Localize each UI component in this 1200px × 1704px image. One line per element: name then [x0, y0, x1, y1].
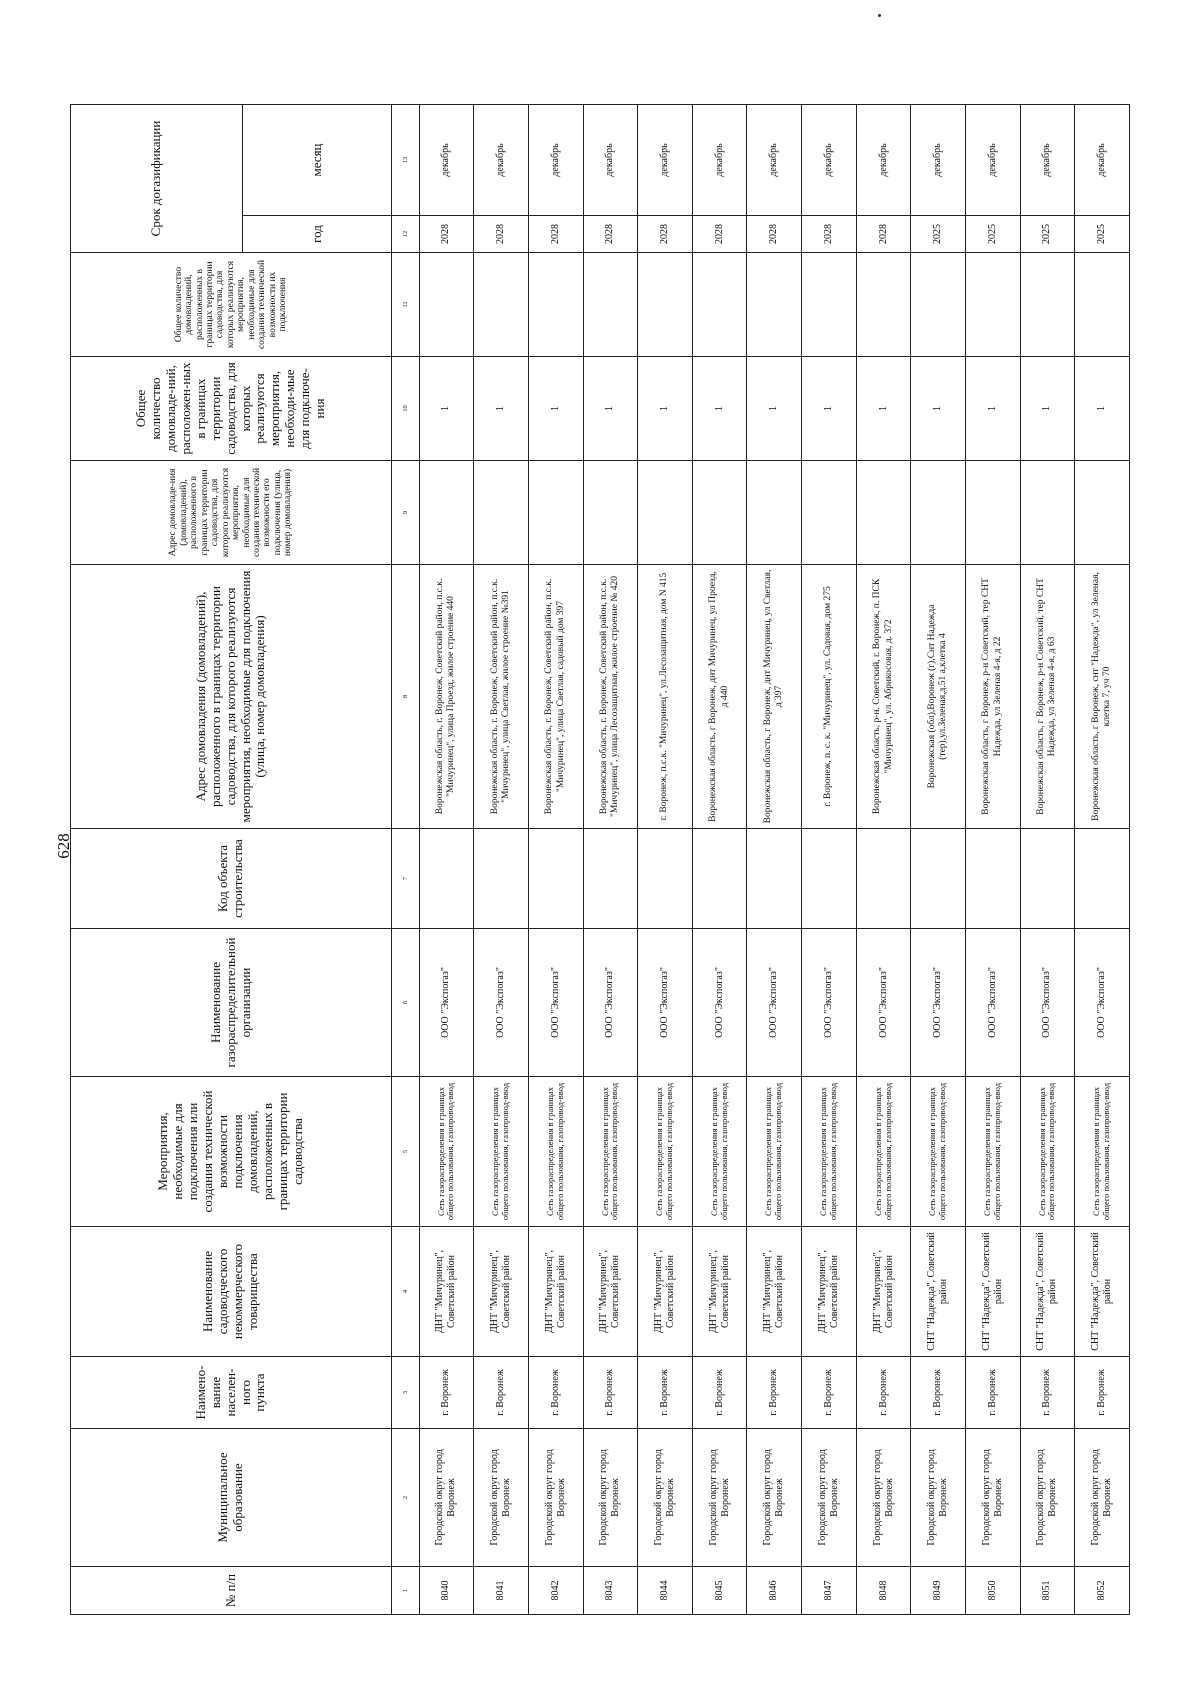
table-row: [638, 105, 693, 1615]
municipality-cell: Городской округ город Воронеж: [528, 1429, 583, 1567]
code-cell: [583, 829, 638, 929]
address-cell: Воронежская область, г Воронеж, днт Мичуринец, ул Проезд, д 440: [692, 565, 747, 829]
address-tech-cell: [583, 461, 638, 565]
municipality-cell: Городской округ город Воронеж: [747, 1429, 802, 1567]
count-tech-cell: [419, 253, 474, 357]
settlement-cell: г. Воронеж: [911, 1357, 966, 1429]
code-cell: [474, 829, 529, 929]
measure-cell: Сеть газораспределения в границах общего пользования, газопровод-ввод: [692, 1077, 747, 1227]
table-row: [747, 105, 802, 1615]
count-tech-cell: [638, 253, 693, 357]
address-cell: Воронежская область, р-н. Советский, г. Воронеж, п. ПСК "Мичуринец", ул. Абрикосовая, д. 372: [856, 565, 911, 829]
address-tech-cell: [638, 461, 693, 565]
scan-speck: [878, 14, 881, 17]
header-code: Код объекта строительства: [71, 829, 392, 929]
settlement-cell: г. Воронеж: [692, 1357, 747, 1429]
year-cell: 2028: [856, 216, 911, 253]
year-cell: 2028: [419, 216, 474, 253]
address-tech-cell: [528, 461, 583, 565]
column-number: 9: [392, 461, 419, 565]
gdo-cell: ООО "Экспогаз": [747, 929, 802, 1077]
municipality-cell: Городской округ город Воронеж: [692, 1429, 747, 1567]
address-tech-cell: [1075, 461, 1130, 565]
row-number: 8044: [638, 1567, 693, 1615]
gdo-cell: ООО "Экспогаз": [1020, 929, 1075, 1077]
row-number: 8051: [1020, 1567, 1075, 1615]
year-cell: 2028: [747, 216, 802, 253]
column-number: 10: [392, 357, 419, 461]
year-cell: 2025: [1075, 216, 1130, 253]
count-tech-cell: [583, 253, 638, 357]
header-month: месяц: [243, 105, 392, 216]
settlement-cell: г. Воронеж: [747, 1357, 802, 1429]
page-number: 628: [54, 833, 73, 859]
row-number: 8046: [747, 1567, 802, 1615]
address-cell: г. Воронеж, п. с. к. "Мичуринец", ул. Садовая, дом 275: [802, 565, 857, 829]
measure-cell: Сеть газораспределения в границах общего пользования, газопровод-ввод: [856, 1077, 911, 1227]
address-tech-cell: [856, 461, 911, 565]
header-deadline: Срок догазификации: [71, 105, 243, 253]
partnership-cell: СНТ "Надежда", Советский район: [966, 1227, 1021, 1357]
gdo-cell: ООО "Экспогаз": [802, 929, 857, 1077]
month-cell: декабрь: [474, 105, 529, 216]
count-cell: 1: [583, 357, 638, 461]
partnership-cell: ДНТ "Мичуринец", Советский район: [802, 1227, 857, 1357]
count-cell: 1: [966, 357, 1021, 461]
year-cell: 2025: [1020, 216, 1075, 253]
year-cell: 2025: [911, 216, 966, 253]
count-tech-cell: [1075, 253, 1130, 357]
address-cell: Воронежская (обл),Воронеж (г),Снт Надежда (тер),ул.Зеленая,д.51 а,клетка 4: [911, 565, 966, 829]
gdo-cell: ООО "Экспогаз": [638, 929, 693, 1077]
municipality-cell: Городской округ город Воронеж: [419, 1429, 474, 1567]
code-cell: [747, 829, 802, 929]
address-cell: Воронежская область, г Воронеж, днт Мичуринец, ул Светлая, д 397: [747, 565, 802, 829]
row-number: 8050: [966, 1567, 1021, 1615]
header-partnership: Наименование садоводческого некоммерческого товарищества: [71, 1227, 392, 1357]
count-tech-cell: [911, 253, 966, 357]
settlement-cell: г. Воронеж: [528, 1357, 583, 1429]
month-cell: декабрь: [419, 105, 474, 216]
table-row: [1020, 105, 1075, 1615]
settlement-cell: г. Воронеж: [1075, 1357, 1130, 1429]
gdo-cell: ООО "Экспогаз": [856, 929, 911, 1077]
measure-cell: Сеть газораспределения в границах общего пользования, газопровод-ввод: [419, 1077, 474, 1227]
header-row-1: [71, 105, 243, 1615]
municipality-cell: Городской округ город Воронеж: [802, 1429, 857, 1567]
code-cell: [638, 829, 693, 929]
code-cell: [419, 829, 474, 929]
header-measures: Мероприятия, необходимые для подключения или создания технической возможности подключения домовладений, расположенных в границах территории садоводства: [71, 1077, 392, 1227]
row-number: 8043: [583, 1567, 638, 1615]
header-num: № п/п: [71, 1567, 392, 1615]
code-cell: [1075, 829, 1130, 929]
partnership-cell: ДНТ "Мичуринец", Советский район: [583, 1227, 638, 1357]
settlement-cell: г. Воронеж: [856, 1357, 911, 1429]
count-cell: 1: [1075, 357, 1130, 461]
row-number: 8049: [911, 1567, 966, 1615]
year-cell: 2028: [474, 216, 529, 253]
partnership-cell: СНТ "Надежда", Советский район: [911, 1227, 966, 1357]
count-cell: 1: [528, 357, 583, 461]
count-tech-cell: [802, 253, 857, 357]
address-cell: Воронежская область, г Воронеж, снт "Надежда", ул Зеленая, клетка 7, уч 70: [1075, 565, 1130, 829]
row-number: 8045: [692, 1567, 747, 1615]
measure-cell: Сеть газораспределения в границах общего пользования, газопровод-ввод: [1020, 1077, 1075, 1227]
code-cell: [856, 829, 911, 929]
municipality-cell: Городской округ город Воронеж: [1075, 1429, 1130, 1567]
column-number: 7: [392, 829, 419, 929]
table-row: [856, 105, 911, 1615]
municipality-cell: Городской округ город Воронеж: [583, 1429, 638, 1567]
month-cell: декабрь: [583, 105, 638, 216]
month-cell: декабрь: [856, 105, 911, 216]
column-number: 4: [392, 1227, 419, 1357]
count-tech-cell: [966, 253, 1021, 357]
address-cell: г. Воронеж, п.с.к. "Мичуринец", ул.Лесозащитная, дом N 415: [638, 565, 693, 829]
address-tech-cell: [966, 461, 1021, 565]
address-tech-cell: [802, 461, 857, 565]
header-address-tech: Адрес домовладе-ния (домовладений), расположенного в границах территории садоводства, для которого реализуются мероприятия, необходимые для создания технической возможности его подключения (улица, номер домовладения): [71, 461, 392, 565]
header-year: год: [243, 216, 392, 253]
gdo-cell: ООО "Экспогаз": [692, 929, 747, 1077]
partnership-cell: ДНТ "Мичуринец", Советский район: [856, 1227, 911, 1357]
gdo-cell: ООО "Экспогаз": [1075, 929, 1130, 1077]
measure-cell: Сеть газораспределения в границах общего пользования, газопровод-ввод: [911, 1077, 966, 1227]
gdo-cell: ООО "Экспогаз": [419, 929, 474, 1077]
settlement-cell: г. Воронеж: [583, 1357, 638, 1429]
count-tech-cell: [747, 253, 802, 357]
count-cell: 1: [1020, 357, 1075, 461]
table-row: [474, 105, 529, 1615]
settlement-cell: г. Воронеж: [638, 1357, 693, 1429]
municipality-cell: Городской округ город Воронеж: [1020, 1429, 1075, 1567]
gasification-table: [70, 104, 1130, 1615]
municipality-cell: Городской округ город Воронеж: [638, 1429, 693, 1567]
month-cell: декабрь: [528, 105, 583, 216]
partnership-cell: СНТ "Надежда", Советский район: [1020, 1227, 1075, 1357]
table-row: [1075, 105, 1130, 1615]
address-cell: Воронежская область, г. Воронеж, Советский район, п.с.к. "Мичуринец", улица Светлая, жилое строение №391: [474, 565, 529, 829]
table-row: [583, 105, 638, 1615]
code-cell: [1020, 829, 1075, 929]
month-cell: декабрь: [1075, 105, 1130, 216]
year-cell: 2028: [638, 216, 693, 253]
code-cell: [528, 829, 583, 929]
column-number: 5: [392, 1077, 419, 1227]
header-municipality: Муниципальное образование: [71, 1429, 392, 1567]
partnership-cell: ДНТ "Мичуринец", Советский район: [638, 1227, 693, 1357]
settlement-cell: г. Воронеж: [1020, 1357, 1075, 1429]
code-cell: [966, 829, 1021, 929]
row-number: 8047: [802, 1567, 857, 1615]
table-row: [802, 105, 857, 1615]
header-total-tech: Общее количество домовладений, расположенных в границах территории садоводства, для которых реализуются мероприятия, необходимые для создания технической возможности их подключения: [71, 253, 392, 357]
count-cell: 1: [911, 357, 966, 461]
row-number: 8042: [528, 1567, 583, 1615]
measure-cell: Сеть газораспределения в границах общего пользования, газопровод-ввод: [474, 1077, 529, 1227]
month-cell: декабрь: [638, 105, 693, 216]
partnership-cell: ДНТ "Мичуринец", Советский район: [692, 1227, 747, 1357]
municipality-cell: Городской округ город Воронеж: [474, 1429, 529, 1567]
table-row: [528, 105, 583, 1615]
address-tech-cell: [474, 461, 529, 565]
partnership-cell: ДНТ "Мичуринец", Советский район: [474, 1227, 529, 1357]
count-cell: 1: [474, 357, 529, 461]
table-row: [966, 105, 1021, 1615]
measure-cell: Сеть газораспределения в границах общего пользования, газопровод-ввод: [638, 1077, 693, 1227]
table-body: [419, 105, 1129, 1615]
column-number: 12: [392, 216, 419, 253]
month-cell: декабрь: [1020, 105, 1075, 216]
measure-cell: Сеть газораспределения в границах общего пользования, газопровод-ввод: [747, 1077, 802, 1227]
header-settlement: Наимено-вание населен-ного пункта: [71, 1357, 392, 1429]
column-number: 1: [392, 1567, 419, 1615]
count-tech-cell: [1020, 253, 1075, 357]
code-cell: [692, 829, 747, 929]
address-tech-cell: [419, 461, 474, 565]
count-tech-cell: [474, 253, 529, 357]
count-cell: 1: [638, 357, 693, 461]
column-number: 8: [392, 565, 419, 829]
partnership-cell: ДНТ "Мичуринец", Советский район: [419, 1227, 474, 1357]
count-cell: 1: [692, 357, 747, 461]
month-cell: декабрь: [692, 105, 747, 216]
address-tech-cell: [911, 461, 966, 565]
measure-cell: Сеть газораспределения в границах общего пользования, газопровод-ввод: [528, 1077, 583, 1227]
rotated-page-content: [70, 105, 1130, 1615]
year-cell: 2025: [966, 216, 1021, 253]
year-cell: 2028: [692, 216, 747, 253]
column-number: 2: [392, 1429, 419, 1567]
municipality-cell: Городской округ город Воронеж: [856, 1429, 911, 1567]
municipality-cell: Городской округ город Воронеж: [911, 1429, 966, 1567]
address-cell: Воронежская область, г. Воронеж, Советский район, п.с.к. "Мичуринец", улица Лесозащитная, жилое строение № 420: [583, 565, 638, 829]
header-address: Адрес домовладения (домовладений), расположенного в границах территории садоводства, для которого реализуются мероприятия, необходимые для подключения (улица, номер домовладения): [71, 565, 392, 829]
partnership-cell: ДНТ "Мичуринец", Советский район: [747, 1227, 802, 1357]
count-tech-cell: [528, 253, 583, 357]
header-total: Общее количество домовладе-ний, расположен-ных в границах территории садоводства, для которых реализуются мероприятия, необходи-мые для подключе-ния: [71, 357, 392, 461]
code-cell: [911, 829, 966, 929]
gdo-cell: ООО "Экспогаз": [966, 929, 1021, 1077]
address-cell: Воронежская область, г Воронеж, р-н Советский, тер СНТ Надежда, ул Зеленая 4-я, д 63: [1020, 565, 1075, 829]
address-cell: Воронежская область, г. Воронеж, Советский район, п.с.к. "Мичуринец", улица Проезд, жилое строение 440: [419, 565, 474, 829]
settlement-cell: г. Воронеж: [474, 1357, 529, 1429]
count-cell: 1: [747, 357, 802, 461]
measure-cell: Сеть газораспределения в границах общего пользования, газопровод-ввод: [966, 1077, 1021, 1227]
year-cell: 2028: [583, 216, 638, 253]
measure-cell: Сеть газораспределения в границах общего пользования, газопровод-ввод: [583, 1077, 638, 1227]
header-gdo: Наименование газораспределительной организации: [71, 929, 392, 1077]
year-cell: 2028: [528, 216, 583, 253]
count-cell: 1: [856, 357, 911, 461]
gdo-cell: ООО "Экспогаз": [583, 929, 638, 1077]
table-row: [692, 105, 747, 1615]
row-number: 8040: [419, 1567, 474, 1615]
row-number: 8041: [474, 1567, 529, 1615]
settlement-cell: г. Воронеж: [802, 1357, 857, 1429]
measure-cell: Сеть газораспределения в границах общего пользования, газопровод-ввод: [1075, 1077, 1130, 1227]
column-number: 11: [392, 253, 419, 357]
column-number: 6: [392, 929, 419, 1077]
gdo-cell: ООО "Экспогаз": [528, 929, 583, 1077]
address-tech-cell: [692, 461, 747, 565]
column-number: 13: [392, 105, 419, 216]
count-tech-cell: [692, 253, 747, 357]
count-cell: 1: [419, 357, 474, 461]
address-cell: Воронежская область, г. Воронеж, Советский район, п.с.к. "Мичуринец", улица Светлая, садовый дом 397: [528, 565, 583, 829]
column-number-row: [392, 105, 419, 1615]
address-cell: Воронежская область, г Воронеж, р-н Советский, тер СНТ Надежда, ул Зеленая 4-я, д 22: [966, 565, 1021, 829]
municipality-cell: Городской округ город Воронеж: [966, 1429, 1021, 1567]
measure-cell: Сеть газораспределения в границах общего пользования, газопровод-ввод: [802, 1077, 857, 1227]
table-row: [419, 105, 474, 1615]
address-tech-cell: [747, 461, 802, 565]
month-cell: декабрь: [966, 105, 1021, 216]
partnership-cell: СНТ "Надежда", Советский район: [1075, 1227, 1130, 1357]
partnership-cell: ДНТ "Мичуринец", Советский район: [528, 1227, 583, 1357]
code-cell: [802, 829, 857, 929]
settlement-cell: г. Воронеж: [966, 1357, 1021, 1429]
gdo-cell: ООО "Экспогаз": [911, 929, 966, 1077]
month-cell: декабрь: [911, 105, 966, 216]
month-cell: декабрь: [747, 105, 802, 216]
year-cell: 2028: [802, 216, 857, 253]
row-number: 8048: [856, 1567, 911, 1615]
table-row: [911, 105, 966, 1615]
settlement-cell: г. Воронеж: [419, 1357, 474, 1429]
count-tech-cell: [856, 253, 911, 357]
row-number: 8052: [1075, 1567, 1130, 1615]
column-number: 3: [392, 1357, 419, 1429]
gdo-cell: ООО "Экспогаз": [474, 929, 529, 1077]
count-cell: 1: [802, 357, 857, 461]
month-cell: декабрь: [802, 105, 857, 216]
address-tech-cell: [1020, 461, 1075, 565]
